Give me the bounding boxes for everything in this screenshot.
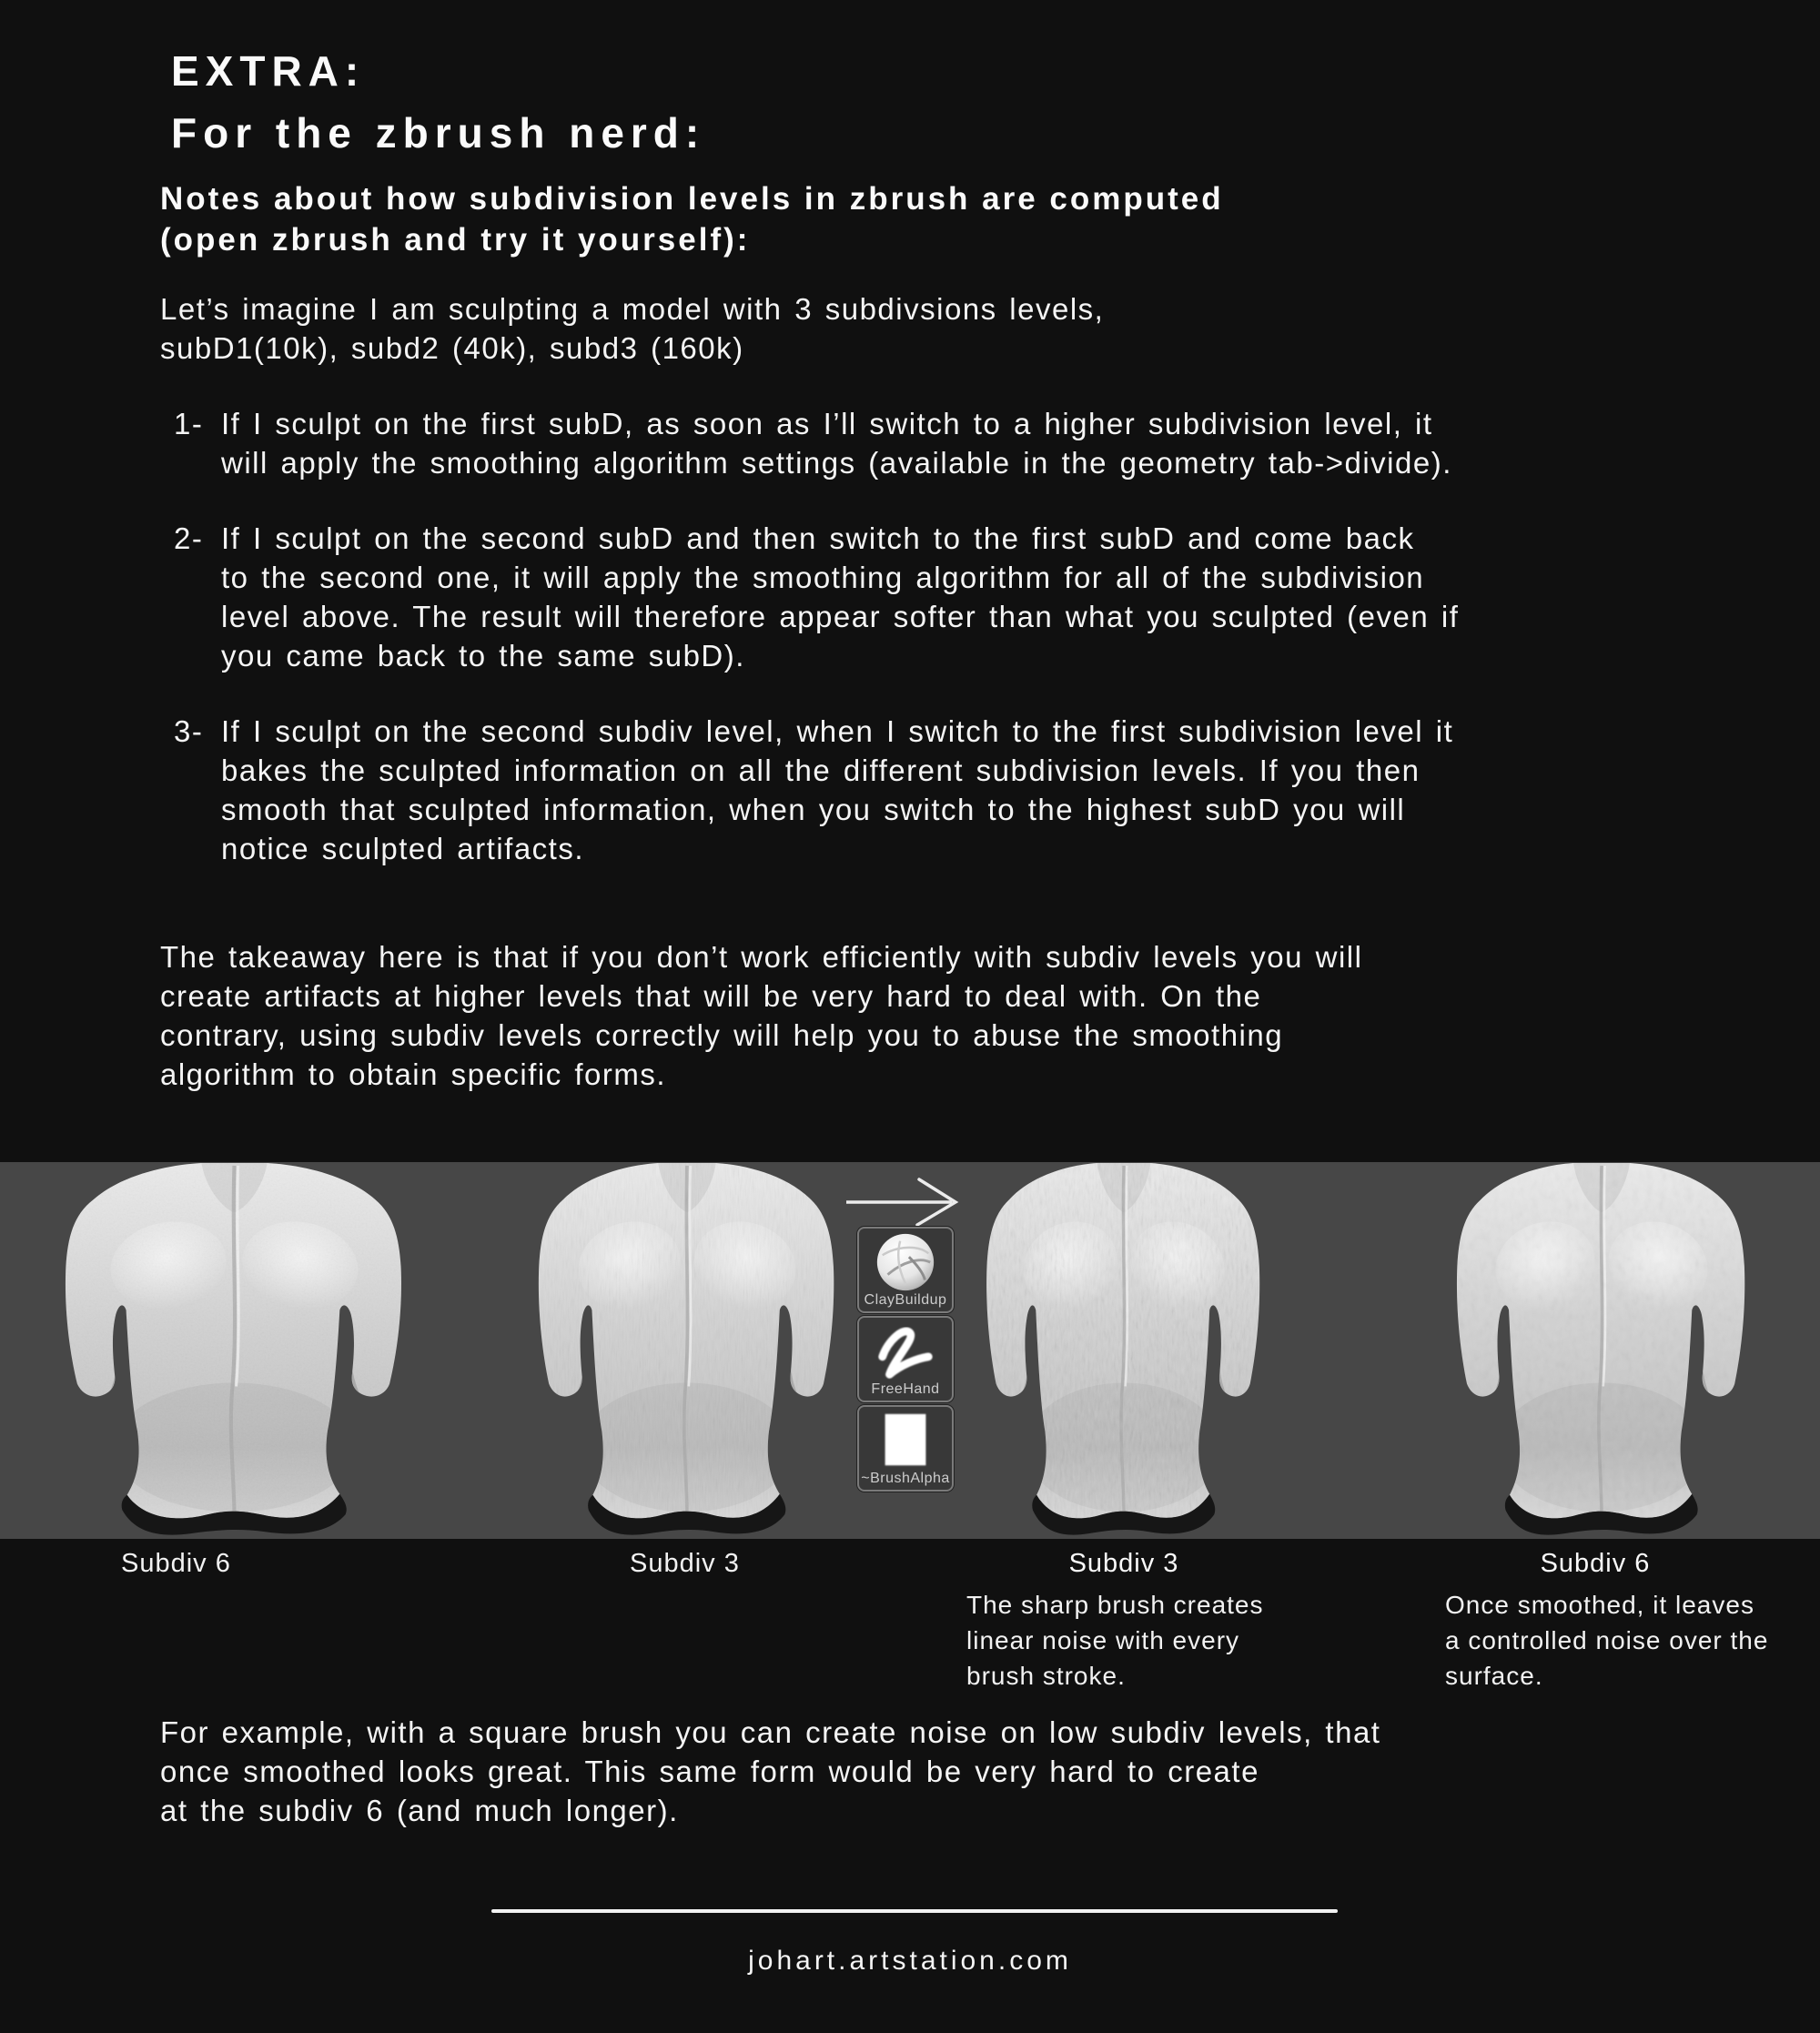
list-item-2 [174,519,1459,675]
caption-subdiv3-noisy [966,1549,1281,1694]
caption-text [1445,1587,1769,1694]
text-line: The takeaway here is that if you don’t work efficiently with subdiv levels you will [160,940,1363,974]
freehand-brush-icon [870,1320,941,1385]
text-line: If I sculpt on the first subD, as soon as I’ll switch to a higher subdivision level, it [221,407,1433,440]
text-line: will apply the smoothing algorithm settings (available in the geometry tab->divide). [221,446,1452,480]
example-paragraph [160,1713,1380,1830]
text-line: create artifacts at higher levels that will be very hard to deal with. On the [160,979,1262,1013]
header-line1: EXTRA: [171,47,366,95]
notes-heading [160,178,1224,260]
list-item-text [221,712,1453,868]
brush-panel [857,1227,954,1492]
text-line: subD1(10k), subd2 (40k), subd3 (160k) [160,331,744,365]
text-line: For example, with a square brush you can create noise on low subdiv levels, that [160,1715,1381,1749]
brush-tile-claybuildup[interactable] [857,1227,954,1313]
list-item-text [221,519,1459,675]
list-item-number: 1- [174,407,204,440]
brush-label: ClayBuildup [864,1292,947,1308]
intro-paragraph [160,289,1104,368]
text-line: a controlled noise over the [1445,1626,1769,1654]
caption-label: Subdiv 6 [1540,1549,1651,1578]
list-item-number: 3- [174,714,204,748]
text-line: smooth that sculpted information, when you switch to the highest subD you will [221,793,1406,826]
text-line: level above. The result will therefore appear softer than what you sculpted (even if [221,600,1460,633]
text-line: once smoothed looks great. This same form would be very hard to create [160,1755,1259,1788]
brush-label: ~BrushAlpha [861,1471,950,1486]
text-line: surface. [1445,1662,1543,1690]
brush-tile-freehand[interactable] [857,1316,954,1402]
header [171,40,705,164]
brush-tile-brushalpha[interactable] [857,1405,954,1492]
list-item-text [221,404,1452,482]
text-line: If I sculpt on the second subdiv level, when I switch to the first subdivision level it [221,714,1454,748]
caption-subdiv6-left [121,1549,231,1579]
header-line2: For the zbrush nerd: [171,109,706,157]
text-line: bakes the sculpted information on all the different subdivision levels. If you then [221,754,1421,787]
text-line: linear noise with every [966,1626,1240,1654]
notes-heading-line: (open zbrush and try it yourself): [160,222,751,258]
text-line: at the subdiv 6 (and much longer). [160,1794,679,1827]
text-line: algorithm to obtain specific forms. [160,1057,667,1091]
brush-label: FreeHand [871,1381,940,1397]
text-line: The sharp brush creates [966,1591,1264,1619]
brushalpha-square-icon [870,1409,941,1474]
notes-heading-line: Notes about how subdivision levels in zbrush are computed [160,181,1224,217]
footer-url: johart.artstation.com [748,1946,1072,1976]
sculpt-back-image-subdiv3-noisy [956,1162,1292,1539]
text-line: brush stroke. [966,1662,1126,1690]
text-line: notice sculpted artifacts. [221,832,585,865]
text-line: contrary, using subdiv levels correctly will help you to abuse the smoothing [160,1018,1284,1052]
text-line: If I sculpt on the second subD and then switch to the first subD and come back [221,521,1415,555]
caption-label: Subdiv 3 [1068,1549,1179,1578]
sculpt-back-image-subdiv3 [505,1162,869,1539]
text-line: you came back to the same subD). [221,639,745,673]
list-item-3 [174,712,1453,868]
caption-subdiv3-left [630,1549,740,1579]
list-item-1 [174,404,1452,482]
arrow-right-icon [835,1173,972,1229]
footer-divider [491,1909,1338,1913]
sculpt-back-image-subdiv6-smoothed [1424,1162,1779,1539]
figure-strip [0,1162,1820,1539]
text-line: to the second one, it will apply the smoothing algorithm for all of the subdivision [221,561,1425,594]
text-line: Let’s imagine I am sculpting a model with 3 subdivsions levels, [160,292,1105,326]
caption-label: Subdiv 3 [630,1549,740,1578]
takeaway-paragraph [160,937,1362,1094]
caption-label: Subdiv 6 [121,1549,231,1578]
claybuildup-brush-icon [870,1230,941,1296]
caption-text [966,1587,1281,1694]
text-line: Once smoothed, it leaves [1445,1591,1754,1619]
list-item-number: 2- [174,521,204,555]
caption-subdiv6-smoothed [1445,1549,1769,1694]
sculpt-back-image-subdiv6 [27,1162,441,1539]
